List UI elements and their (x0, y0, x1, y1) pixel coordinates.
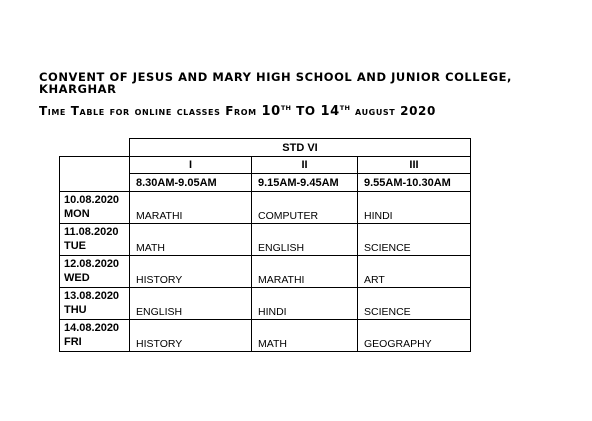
period-number: II (252, 157, 358, 174)
day-row (60, 320, 471, 352)
period-number-row (60, 157, 471, 174)
title-mid: TO (291, 104, 321, 118)
subject-cell: ART (358, 256, 471, 288)
day-row (60, 224, 471, 256)
subject-cell: MATH (130, 224, 252, 256)
title-prefix: Time Table for online classes From (39, 104, 262, 118)
day-name: THU (64, 304, 87, 316)
class-header-row (60, 139, 471, 157)
subject-cell: MARATHI (130, 192, 252, 224)
day-cell (60, 256, 130, 288)
day-name: WED (64, 272, 90, 284)
day-date: 10.08.2020 (64, 194, 120, 206)
subject-cell: HINDI (358, 192, 471, 224)
day-name: MON (64, 208, 90, 220)
subject-cell: COMPUTER (252, 192, 358, 224)
day-column-header (60, 157, 130, 192)
day-date: 12.08.2020 (64, 258, 120, 270)
subject-cell: GEOGRAPHY (358, 320, 471, 352)
title-from-number: 10 (261, 104, 281, 119)
class-label: STD VI (130, 139, 471, 157)
subject-cell: HISTORY (130, 256, 252, 288)
subject-cell: ENGLISH (252, 224, 358, 256)
period-number: I (130, 157, 252, 174)
title-to-number: 14 (320, 104, 340, 119)
subject-cell: MARATHI (252, 256, 358, 288)
day-date: 13.08.2020 (64, 290, 120, 302)
timetable (59, 138, 471, 352)
period-time: 9.55AM-10.30AM (358, 174, 471, 192)
day-cell (60, 224, 130, 256)
subject-cell: SCIENCE (358, 224, 471, 256)
school-location-line: KHARGHAR (39, 82, 117, 96)
day-row (60, 192, 471, 224)
day-date: 11.08.2020 (64, 226, 119, 238)
period-time: 9.15AM-9.45AM (252, 174, 358, 192)
corner-cell (60, 139, 130, 157)
title-from-suffix: TH (280, 104, 292, 112)
day-row (60, 288, 471, 320)
title-to-suffix: TH (339, 104, 351, 112)
day-cell (60, 320, 130, 352)
title-suffix: august 2020 (350, 104, 436, 118)
subject-cell: ENGLISH (130, 288, 252, 320)
day-cell (60, 288, 130, 320)
subject-cell: HISTORY (130, 320, 252, 352)
subject-cell: MATH (252, 320, 358, 352)
period-number: III (358, 157, 471, 174)
subject-cell: HINDI (252, 288, 358, 320)
day-name: TUE (64, 240, 86, 252)
day-row (60, 256, 471, 288)
day-cell (60, 192, 130, 224)
school-name-line: CONVENT OF JESUS AND MARY HIGH SCHOOL AND JUNIOR COLLEGE, (39, 70, 512, 84)
period-time: 8.30AM-9.05AM (130, 174, 252, 192)
day-name: FRI (64, 336, 82, 348)
timetable-title (39, 102, 436, 118)
day-date: 14.08.2020 (64, 322, 120, 334)
subject-cell: SCIENCE (358, 288, 471, 320)
